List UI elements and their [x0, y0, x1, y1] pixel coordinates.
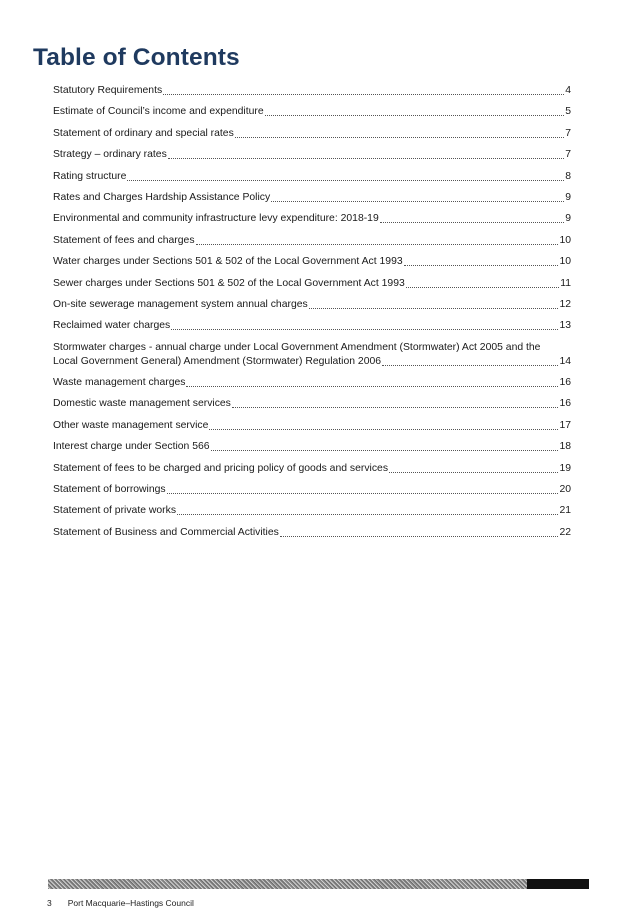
toc-entry[interactable] — [53, 255, 571, 269]
toc-entry-text: Statutory Requirements — [53, 85, 163, 96]
toc-entry[interactable] — [53, 526, 571, 540]
toc-entry[interactable] — [53, 277, 571, 291]
dot-leader — [235, 135, 564, 138]
toc-entry-text: Statement of Business and Commercial Activities — [53, 526, 279, 538]
toc-entry[interactable] — [53, 376, 571, 390]
toc-entry-text: Other waste management service — [53, 419, 209, 431]
toc-entry-text-line1: Stormwater charges - annual charge under Local Government Amendment (Stormwater) Act 2005 and the — [53, 341, 541, 353]
toc-entry-text: Interest charge under Section 566 — [53, 441, 210, 453]
toc-entry-page: 20 — [559, 484, 571, 496]
footer-decorative-bar — [48, 879, 589, 889]
dot-leader — [196, 242, 559, 245]
toc-entry[interactable] — [53, 127, 571, 141]
toc-entry-page: 14 — [559, 355, 571, 367]
toc-entry-page: 12 — [559, 298, 571, 310]
toc-entry-page: 7 — [565, 149, 571, 161]
toc-entry-text: On-site sewerage management system annual charges — [53, 298, 308, 310]
toc-entry-text: Statement of fees and charges — [53, 234, 195, 246]
toc-entry[interactable] — [53, 504, 571, 518]
toc-entry-text: Statement of borrowings — [53, 484, 166, 496]
toc-entry-text: Environmental and community infrastructure levy expenditure: 2018-19 — [53, 213, 379, 225]
dot-leader — [380, 220, 564, 223]
dot-leader — [389, 470, 558, 473]
footer-bar-solid-block — [527, 879, 589, 889]
toc-entry-text: Rates and Charges Hardship Assistance Policy — [53, 191, 271, 203]
dot-leader — [163, 92, 564, 95]
toc-entry[interactable] — [53, 341, 571, 369]
table-of-contents — [53, 84, 571, 547]
toc-entry[interactable] — [53, 319, 571, 333]
toc-entry-text: Strategy – ordinary rates — [53, 149, 167, 161]
dot-leader — [280, 534, 559, 537]
dot-leader — [171, 327, 558, 330]
toc-entry-text: Statement of ordinary and special rates — [53, 127, 234, 139]
page-title: Table of Contents — [33, 44, 240, 71]
toc-entry-text-line2: Local Government General) Amendment (Stormwater) Regulation 2006 — [53, 355, 382, 367]
toc-entry[interactable] — [53, 84, 571, 98]
toc-entry-text: Domestic waste management services — [53, 398, 231, 410]
toc-entry-text: Statement of private works — [53, 505, 177, 517]
toc-entry[interactable] — [53, 483, 571, 497]
toc-entry-page: 11 — [560, 277, 571, 289]
toc-entry-page: 16 — [559, 377, 571, 389]
toc-entry[interactable] — [53, 105, 571, 119]
toc-entry[interactable] — [53, 191, 571, 205]
dot-leader — [406, 285, 559, 288]
toc-entry-page: 17 — [559, 419, 571, 431]
toc-entry-text: Waste management charges — [53, 377, 186, 389]
footer-organisation: Port Macquarie–Hastings Council — [67, 898, 194, 908]
toc-entry-page: 13 — [559, 320, 571, 332]
toc-entry[interactable] — [53, 170, 571, 184]
dot-leader — [232, 405, 559, 408]
dot-leader — [209, 427, 558, 430]
toc-entry[interactable] — [53, 234, 571, 248]
toc-entry-page: 8 — [565, 170, 571, 182]
dot-leader — [186, 384, 558, 387]
dot-leader — [211, 448, 559, 451]
toc-entry-page: 10 — [559, 256, 571, 268]
page-footer — [47, 898, 194, 908]
dot-leader — [271, 199, 564, 202]
toc-entry[interactable] — [53, 212, 571, 226]
toc-entry-page: 7 — [565, 127, 571, 139]
toc-entry[interactable] — [53, 419, 571, 433]
toc-entry-text: Water charges under Sections 501 & 502 of the Local Government Act 1993 — [53, 256, 403, 268]
dot-leader — [168, 156, 564, 159]
toc-entry-page: 10 — [559, 234, 571, 246]
toc-entry[interactable] — [53, 462, 571, 476]
toc-entry-text: Estimate of Council’s income and expenditure — [53, 106, 264, 118]
toc-entry-text: Statement of fees to be charged and pricing policy of goods and services — [53, 462, 389, 474]
dot-leader — [127, 178, 564, 181]
toc-entry-page: 18 — [559, 441, 571, 453]
toc-entry-page: 16 — [559, 398, 571, 410]
dot-leader — [404, 263, 559, 266]
dot-leader — [382, 363, 558, 366]
dot-leader — [177, 512, 558, 515]
dot-leader — [265, 113, 565, 116]
toc-entry[interactable] — [53, 440, 571, 454]
toc-entry[interactable] — [53, 298, 571, 312]
toc-entry-page: 5 — [565, 106, 571, 118]
toc-entry-page: 9 — [565, 191, 571, 203]
toc-entry-text: Sewer charges under Sections 501 & 502 of the Local Government Act 1993 — [53, 277, 405, 289]
toc-entry[interactable] — [53, 397, 571, 411]
toc-entry-page: 9 — [565, 213, 571, 225]
footer-page-number: 3 — [47, 898, 52, 908]
toc-entry-text: Reclaimed water charges — [53, 320, 171, 332]
toc-entry-page: 4 — [565, 85, 571, 96]
toc-entry-page: 22 — [559, 526, 571, 538]
toc-entry-page: 21 — [559, 505, 571, 517]
dot-leader — [309, 306, 559, 309]
toc-entry-text: Rating structure — [53, 170, 127, 182]
toc-entry-page: 19 — [559, 462, 571, 474]
toc-entry[interactable] — [53, 148, 571, 162]
dot-leader — [167, 491, 559, 494]
